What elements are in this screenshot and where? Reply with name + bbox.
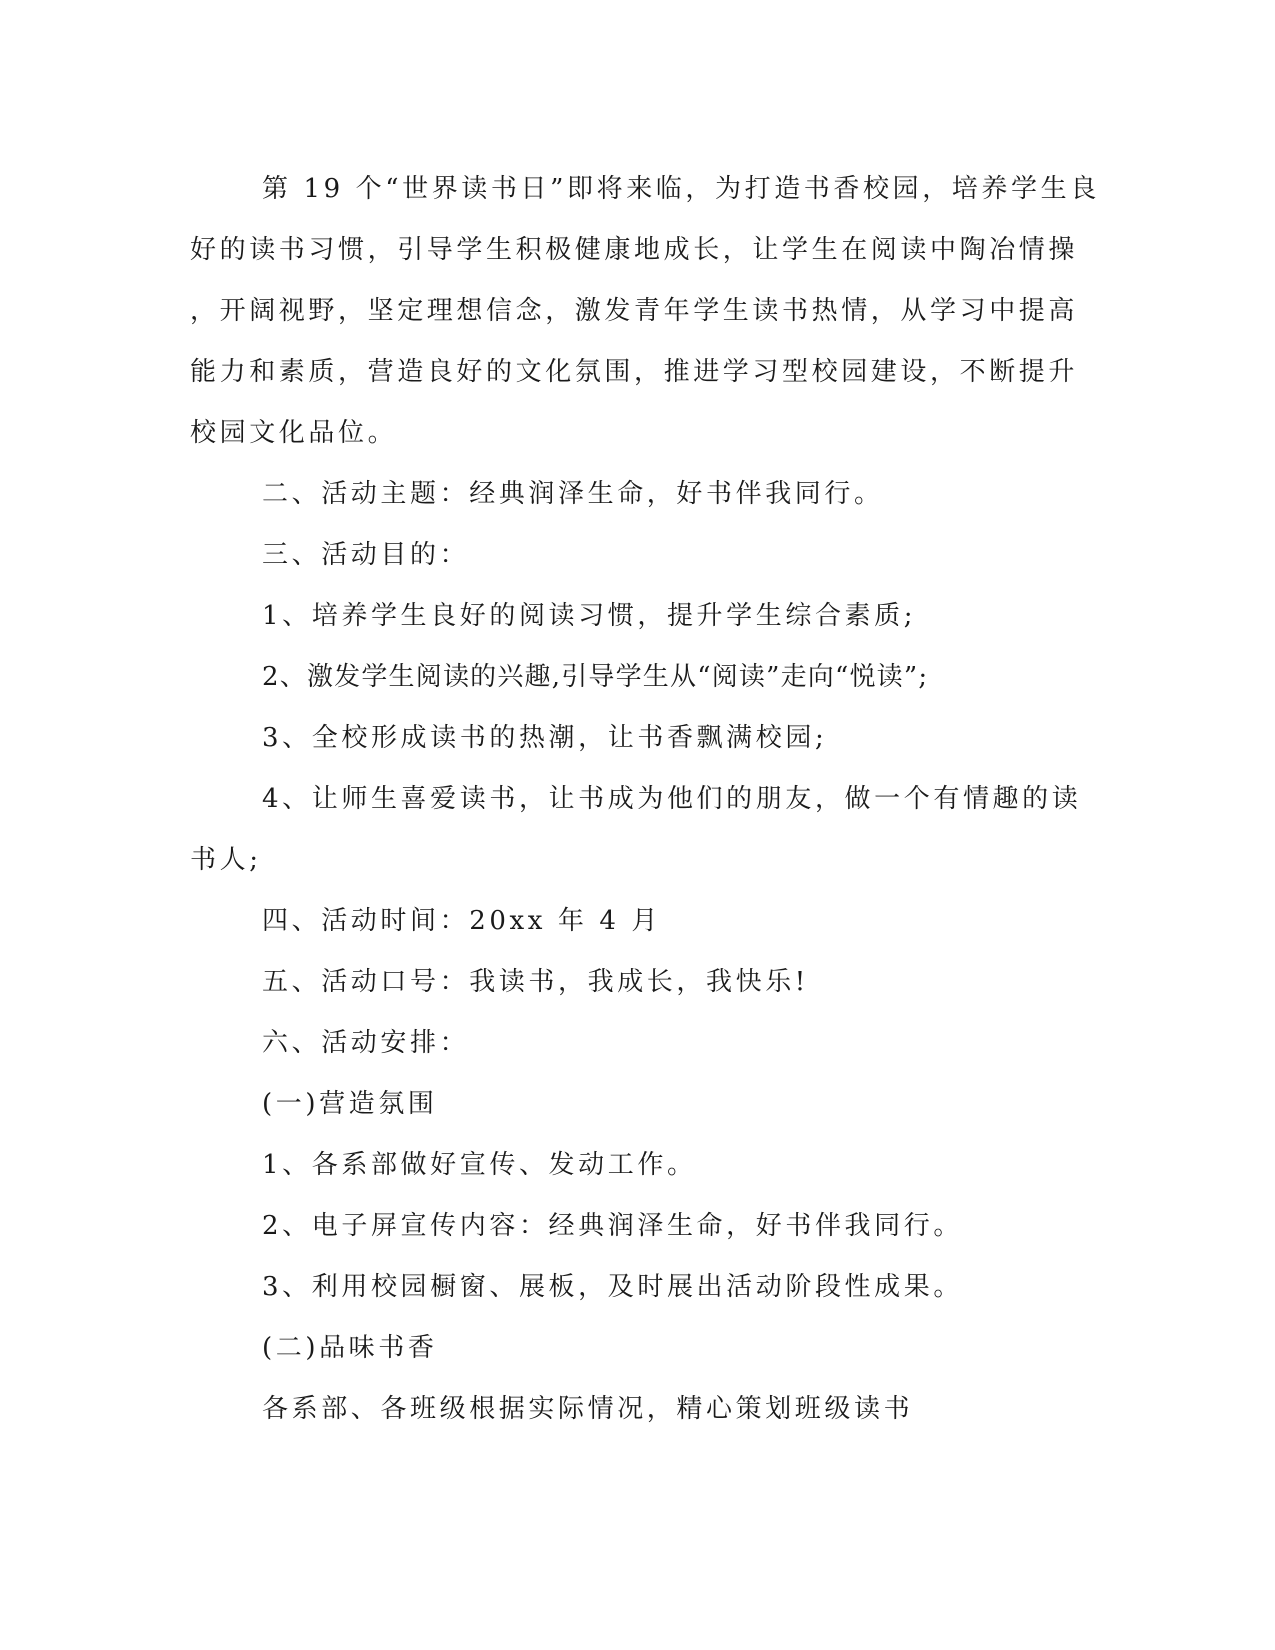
purpose-item-1: 1、培养学生良好的阅读习惯，提升学生综合素质;: [262, 601, 917, 631]
purpose-item-4: 4、让师生喜爱读书，让书成为他们的朋友，做一个有情趣的读: [262, 784, 1082, 814]
intro-paragraph-line-2: 好的读书习惯，引导学生积极健康地成长，让学生在阅读中陶冶情操: [190, 235, 1079, 265]
purpose-item-2: 2、激发学生阅读的兴趣,引导学生从“阅读”走向“悦读”;: [262, 662, 929, 692]
theme-heading: 二、活动主题：经典润泽生命，好书伴我同行。: [262, 479, 884, 509]
purpose-heading: 三、活动目的：: [262, 540, 470, 570]
slogan-heading: 五、活动口号：我读书，我成长，我快乐!: [262, 967, 809, 997]
section-1-heading: (一)营造氛围: [262, 1089, 438, 1119]
intro-paragraph-line-4: 能力和素质，营造良好的文化氛围，推进学习型校园建设，不断提升: [190, 357, 1079, 387]
section-1-item-3: 3、利用校园橱窗、展板，及时展出活动阶段性成果。: [262, 1272, 963, 1302]
intro-paragraph-line-1: 第 19 个“世界读书日”即将来临，为打造书香校园，培养学生良: [262, 174, 1100, 204]
section-1-item-2: 2、电子屏宣传内容：经典润泽生命，好书伴我同行。: [262, 1211, 963, 1241]
section-1-item-1: 1、各系部做好宣传、发动工作。: [262, 1150, 697, 1180]
time-heading: 四、活动时间：20xx 年 4 月: [262, 906, 661, 936]
section-2-heading: (二)品味书香: [262, 1333, 438, 1363]
purpose-item-4-continuation: 书人;: [190, 845, 262, 875]
intro-paragraph-line-3: ，开阔视野，坚定理想信念，激发青年学生读书热情，从学习中提高: [190, 296, 1079, 326]
purpose-item-3: 3、全校形成读书的热潮，让书香飘满校园;: [262, 723, 828, 753]
section-2-text: 各系部、各班级根据实际情况，精心策划班级读书: [262, 1394, 914, 1424]
arrangement-heading: 六、活动安排：: [262, 1028, 470, 1058]
intro-paragraph-line-5: 校园文化品位。: [190, 418, 398, 448]
